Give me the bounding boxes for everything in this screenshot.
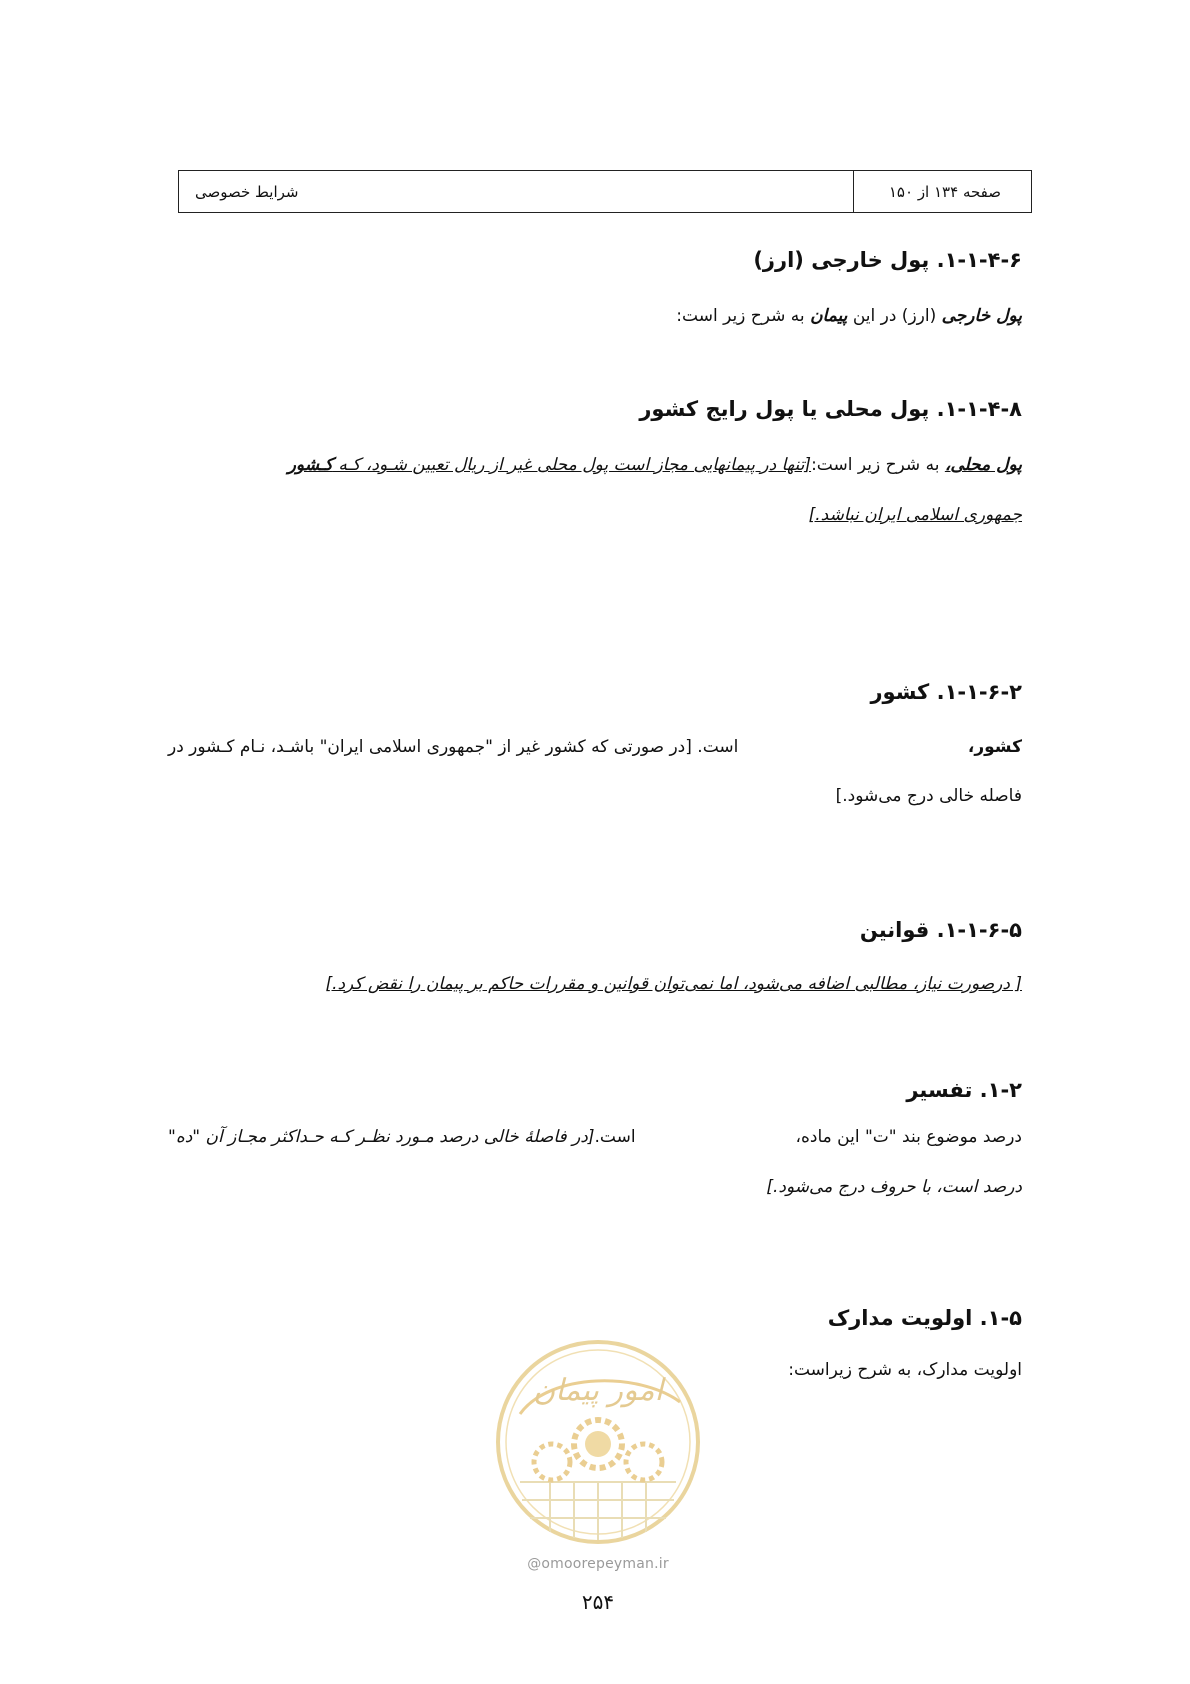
paragraph-country-line1 [168, 737, 1022, 757]
page-number: ۲۵۴ [581, 1590, 615, 1614]
italic-note: [تنها در پیمانهایی مجاز است پول محلی غیر از ریال تعیین شـود، کـه [332, 455, 812, 475]
paragraph-local-currency-line2: جمهوری اسلامی ایران نباشد.] [808, 505, 1022, 525]
watermark-logo-text: امور پیمان [533, 1373, 663, 1408]
term-local-currency: پول محلی، [944, 455, 1022, 475]
header-section-title: شرایط خصوصی [195, 182, 299, 201]
paragraph-local-currency-line1 [288, 455, 1022, 475]
heading-local-currency: ۱-۱-۴-۸. پول محلی یا پول رایج کشور [639, 397, 1022, 421]
text-segment: (ارز) در این [847, 306, 942, 326]
term-country: کـشور [287, 455, 333, 475]
paragraph-interpretation-line2: درصد است، با حروف درج می‌شود.] [766, 1177, 1022, 1197]
paragraph-laws: [ درصورت نیاز، مطالبی اضافه می‌شود، اما نمی‌توان قوانین و مقررات حاکم بر پیمان را نقض کرد.] [325, 974, 1022, 994]
watermark-url: @omoorepeyman.ir [527, 1556, 669, 1572]
term-country: کشور، [967, 737, 1022, 757]
heading-interpretation: ۱-۲. تفسیر [906, 1078, 1022, 1102]
page-header [178, 170, 1032, 213]
text-segment: به شرح زیر است: [811, 455, 945, 475]
paragraph-country-line2: فاصله خالی درج می‌شود.] [835, 786, 1022, 806]
heading-foreign-currency: ۱-۱-۴-۶. پول خارجی (ارز) [753, 248, 1022, 272]
paragraph-foreign-currency [676, 306, 1022, 326]
header-page-info: صفحه ۱۳۴ از ۱۵۰ [853, 171, 1031, 212]
term-contract: پیمان [810, 306, 848, 326]
text-segment: درصد موضوع بند "ت" این ماده، [795, 1127, 1022, 1147]
heading-document-priority: ۱-۵. اولویت مدارک [827, 1306, 1022, 1330]
text-segment-group [168, 1127, 636, 1147]
paragraph-interpretation-line1 [168, 1127, 1022, 1147]
text-segment: به شرح زیر است: [676, 306, 811, 326]
term-foreign-currency: پول خارجی [941, 306, 1022, 326]
italic-note: [در فاصلهٔ خالی درصد مـورد نظـر کـه حـداکثر مجـاز آن "ده" [168, 1127, 595, 1147]
heading-laws: ۱-۱-۶-۵. قوانین [859, 918, 1022, 942]
text-segment: است. [در صورتی که کشور غیر از "جمهوری اسلامی ایران" باشـد، نـام کـشور در [168, 737, 739, 757]
text-segment: است. [594, 1127, 636, 1147]
watermark-logo [490, 1332, 706, 1562]
heading-country: ۱-۱-۶-۲. کشور [870, 680, 1022, 704]
paragraph-document-priority: اولویت مدارک، به شرح زیراست: [788, 1360, 1022, 1380]
